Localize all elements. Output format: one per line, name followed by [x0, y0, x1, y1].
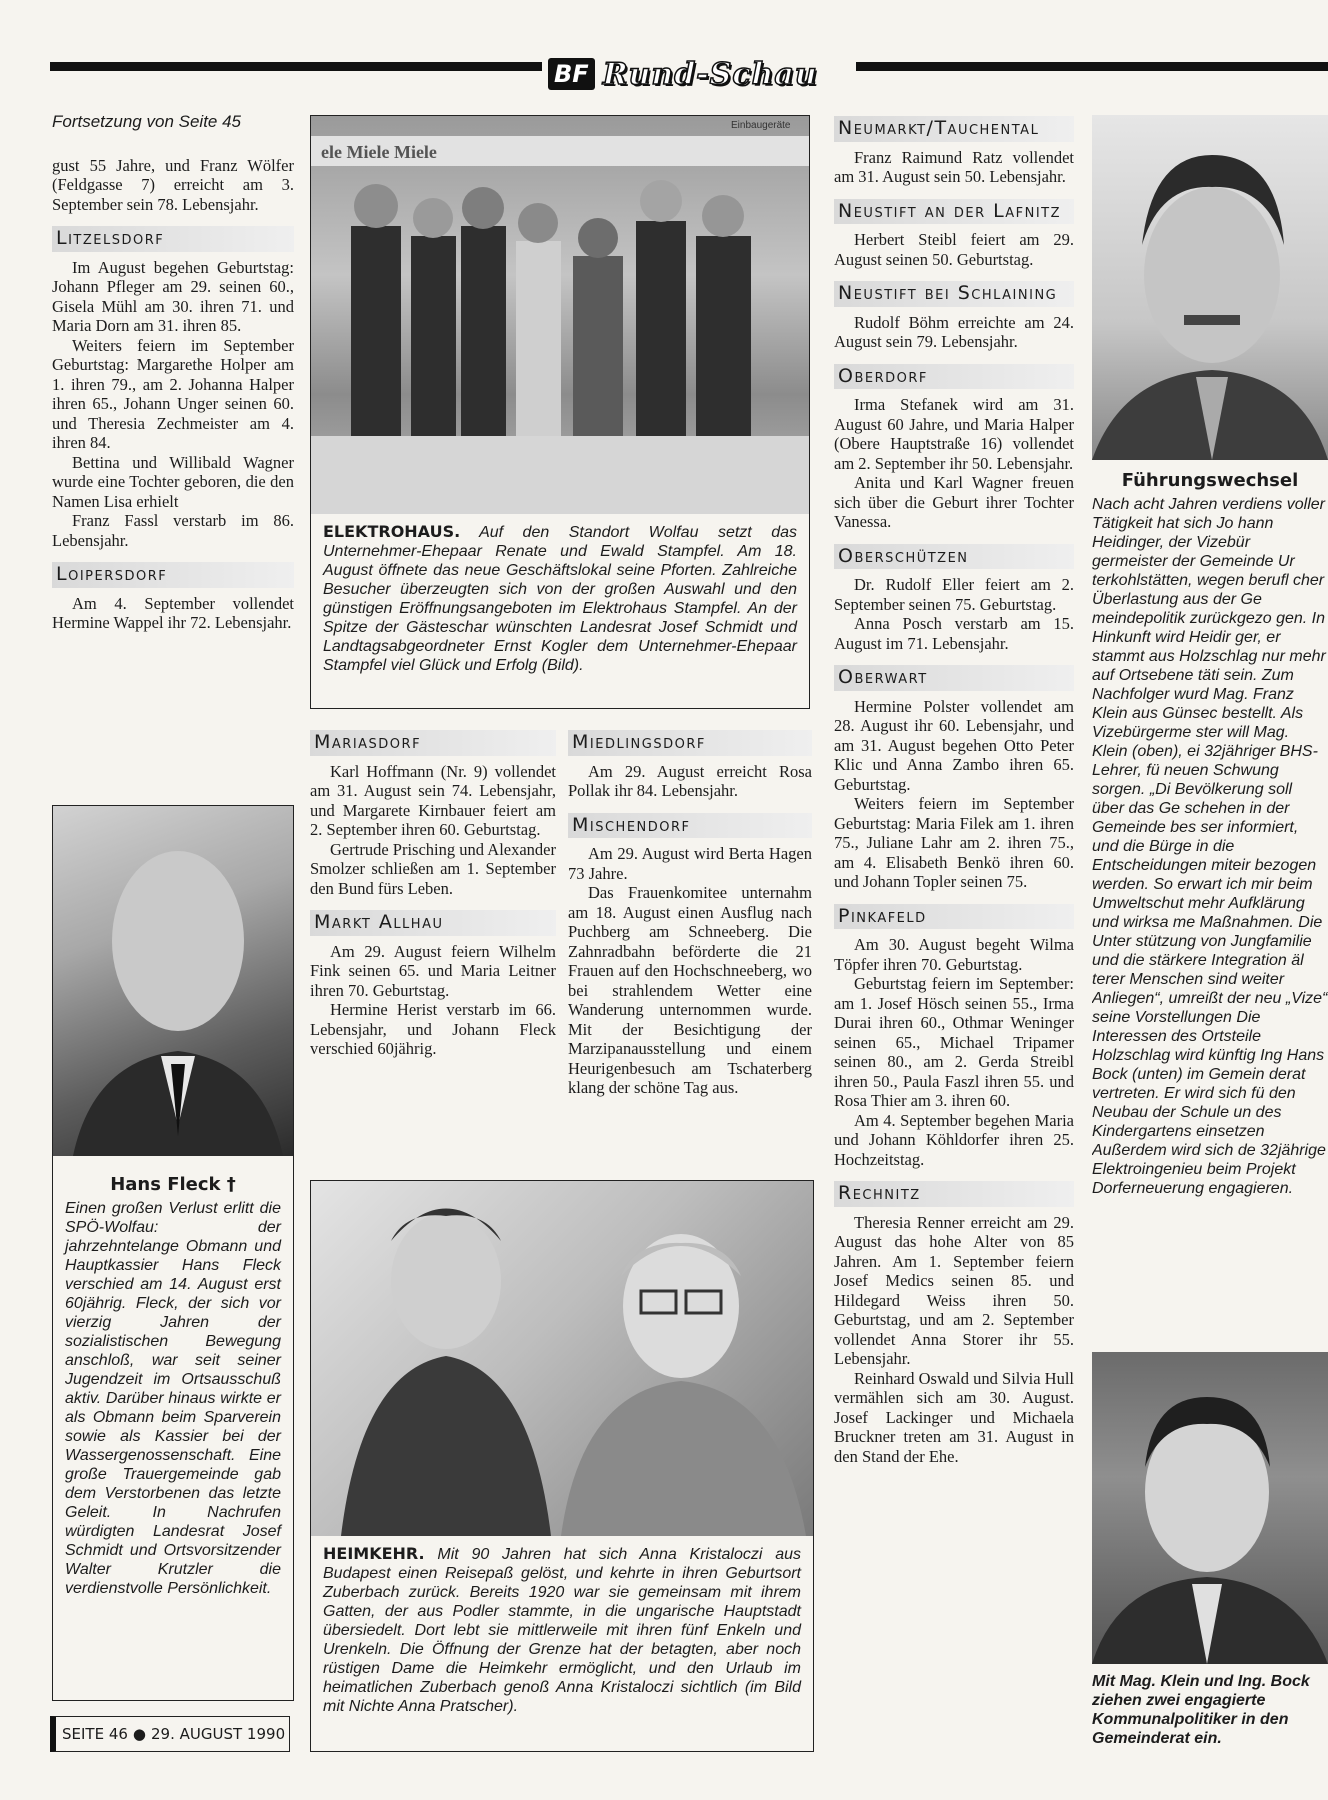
issue-date: 29. AUGUST 1990: [151, 1725, 286, 1743]
continuation-note: Fortsetzung von Seite 45: [52, 112, 242, 131]
paragraph: Am 4. September begehen Maria und Johann Köhldorfer ihren 25. Hochzeitstag.: [834, 1110, 1074, 1169]
paragraph: Franz Raimund Ratz vollendet am 31. August sein 50. Lebensjahr.: [834, 147, 1074, 186]
miele-sign: ele Miele Miele: [321, 142, 437, 162]
caption-lead: HEIMKEHR.: [323, 1544, 425, 1563]
page-footer: [50, 1716, 290, 1752]
logo-badge: BF: [548, 58, 595, 90]
section-heading-oberschuetzen: Oberschützen: [834, 544, 1074, 570]
bottom-photo-caption: Mit Mag. Klein und Ing. Bock ziehen zwei engagierte Kommunalpolitiker in den Gemeinderat ein.: [1092, 1673, 1310, 1747]
section-heading-loipersdorf: Loipersdorf: [52, 562, 294, 588]
paragraph: Bettina und Willibald Wagner wurde eine Tochter geboren, die den Namen Lisa erhielt: [52, 452, 294, 511]
section-heading-mariasdorf: Mariasdorf: [310, 730, 556, 756]
bullet-separator: ●: [132, 1725, 147, 1743]
einbaugeraete-sign: Einbaugeräte: [731, 120, 791, 131]
paragraph: Hermine Herist verstarb im 66. Lebensjahr, und Johann Fleck verschied 60jährig.: [310, 1000, 556, 1058]
portrait-photo-klein: [1092, 115, 1328, 460]
caption-lead: ELEKTROHAUS.: [323, 522, 461, 541]
column-3: [568, 718, 812, 1098]
section-heading-oberwart: Oberwart: [834, 665, 1074, 691]
paragraph: Anita und Karl Wagner freuen sich über die Geburt ihrer Tochter Vanessa.: [834, 473, 1074, 531]
paragraph: Am 30. August begeht Wilma Töpfer ihren 70. Geburtstag.: [834, 935, 1074, 974]
portrait-illustration: [53, 806, 293, 1156]
paragraph: Irma Stefanek wird am 31. August 60 Jahre, und Maria Halper (Obere Hauptstraße 16) vollendet am 2. September ihr 50. Lebensjahr.: [834, 395, 1074, 473]
section-heading-neustift-lafnitz: Neustift an der Lafnitz: [834, 199, 1074, 225]
paragraph: Am 29. August feiern Wilhelm Fink seinen 65. und Maria Leitner ihren 70. Geburtstag.: [310, 941, 556, 1000]
obituary-title: Hans Fleck †: [110, 1174, 236, 1195]
obituary-text: Einen großen Verlust erlitt die SPÖ-Wolfau: der jahrzehntelange Obmann und Hauptkassier Hans Fleck verschied am 14. August erst 60jährig. Fleck, der sich vor vierzig Jahren der sozialistischen Bewegung anschloß, war seit seiner Jugendzeit im Ortsausschuß aktiv. Darüber hinaus wirkte er als Obmann beim Sparverein sowie als Kassier bei der Wassergenossenschaft. Eine große Trauergemeinde gab dem Verstorbenen das letzte Geleit. In Nachrufen würdigten Landesrat Josef Schmidt und Ortsvorsitzender Walter Krutzler die verdienstvolle Persönlichkeit.: [65, 1200, 281, 1597]
header-rule-left: [50, 62, 542, 71]
paragraph: Herbert Steibl feiert am 29. August seinen 50. Geburtstag.: [834, 230, 1074, 269]
column-4: [834, 104, 1074, 1466]
sidebar-story: [1092, 462, 1328, 1335]
heimkehr-box: [310, 1180, 814, 1752]
group-photo-illustration: [311, 116, 809, 514]
section-heading-pinkafeld: Pinkafeld: [834, 904, 1074, 930]
paragraph: Reinhard Oswald und Silvia Hull vermählen sich am 30. August. Josef Lackinger und Michaela Bruckner treten am 31. August in den Stand der Ehe.: [834, 1368, 1074, 1466]
section-heading-markt-allhau: Markt Allhau: [310, 910, 556, 936]
paragraph: Das Frauenkomitee unternahm am 18. August einen Ausflug nach Puchberg am Schneeberg. Die Zahnradbahn beförderte die 21 Frauen auf den Hochschneeberg, wo bei strahlendem Wetter eine Wanderung unternommen wurde. Mit der Besichtigung der Marzipanausstellung und einem Heurigenbesuch am Tschaterberg klang der schöne Tag aus.: [568, 883, 812, 1097]
masthead-logo: [548, 52, 848, 96]
paragraph: Geburtstag feiern im September: am 1. Josef Hösch seinen 55., Irma Durai ihren 60., Othmar Weninger seinen 65., Michael Tripamer seinen 80., am 2. Gerda Streibl ihren 50., Paula Faszl ihren 55. und Rosa Thier am 3. ihren 60.: [834, 974, 1074, 1110]
paragraph: Weiters feiern im September Geburtstag: Maria Filek am 1. ihren 75., Juliane Lahr am 2. ihren 75., am 4. Elisabeth Benkö ihren 60. und Johann Topler seinen 75.: [834, 794, 1074, 891]
paragraph: Rudolf Böhm erreichte am 24. August sein 79. Lebensjahr.: [834, 312, 1074, 351]
sidebar-title: Führungswechsel: [1121, 470, 1299, 491]
paragraph: Weiters feiern im September Geburtstag: Margarethe Holper am 1. ihren 79., am 2. Johanna Halper ihren 65., Johann Unger seinen 60. und Theresia Zechmeister am 4. ihren 84.: [52, 335, 294, 452]
portrait-photo-fleck: [53, 806, 293, 1156]
elektrohaus-caption: [323, 522, 797, 675]
paragraph: Am 29. August wird Berta Hagen 73 Jahre.: [568, 844, 812, 883]
elektrohaus-photo: [311, 116, 809, 514]
section-heading-miedlingsdorf: Miedlingsdorf: [568, 730, 812, 756]
heimkehr-caption: [323, 1544, 801, 1716]
paragraph: Anna Posch verstarb am 15. August im 71. Lebensjahr.: [834, 614, 1074, 653]
elektrohaus-box: [310, 115, 810, 709]
paragraph: Theresia Renner erreicht am 29. August das hohe Alter von 85 Jahren. Am 1. September feiern Josef Medics seinen 85. und Hildegard Weiss ihren 50. Geburtstag, und am 2. September vollendet Anna Storer ihr 55. Lebensjahr.: [834, 1212, 1074, 1368]
paragraph: Karl Hoffmann (Nr. 9) vollendet am 31. August sein 74. Lebensjahr, und Margarete Kirnbauer feiert am 2. September ihren 60. Geburtstag.: [310, 761, 556, 839]
caption-text: Auf den Standort Wolfau setzt das Unternehmer-Ehepaar Renate und Ewald Stampfel. Am 18. August öffnete das neue Geschäftslokal seine Pforten. Zahlreiche Besucher überzeugten sich von der großen Auswahl und den günstigen Eröffnungsangeboten im Elektrohaus Stampfel. An der Spitze der Gästeschar wünschten Landesrat Josef Schmidt und Landtagsabgeordneter Ernst Kogler dem Unternehmer-Ehepaar Stampfel viel Glück und Erfolg (Bild).: [323, 524, 797, 674]
paragraph: Franz Fassl verstarb im 86. Lebensjahr.: [52, 511, 294, 550]
portrait-photo-bock: [1092, 1352, 1328, 1664]
sidebar-text: Nach acht Jahren verdiens voller Tätigkeit hat sich Jo hann Heidinger, der Vizebür germeister der Gemeinde Ur terkohlstätten, wegen berufl cher Überlastung aus der Ge meindepolitik zurückgezo gen. In Hinkunft wird Heidir ger, er stammt aus Holzschlag nur mehr auf Ortsebene täti sein. Zum Nachfolger wurd Mag. Franz Klein aus Günsec bestellt. Als Vizebürgerme ster will Mag. Klein (oben), ei 32jähriger BHS-Lehrer, fü neuen Schwung sorgen. „Di Bevölkerung soll über das Ge schehen in der Gemeinde bes ser informiert, und die Bürge in die Entscheidungen miteir bezogen werden. So erwart ich mir beim Umweltschut mehr Aufklärung und wirksa me Maßnahmen. Die Unter stützung von Jungfamilie und die stärkere Integration äl terer Menschen sind weiter Anliegen“, umreißt der neu „Vize“ seine Vorstellungen Die Interessen des Ortsteile Holzschlag wird künftig Ing Hans Bock (unten) im Gemein derat vertreten. Er wird sich fü den Neubau der Schule un des Kindergartens einsetzen Außerdem wird sich de 32jährige Elektroingenieu beim Projekt Dorferneuerung engagieren.: [1092, 496, 1328, 1197]
caption-text: Mit 90 Jahren hat sich Anna Kristaloczi aus Budapest einen Reisepaß gelöst, und kehrte in ihren Geburtsort Zuberbach zurück. Bereits 1920 war sie gemeinsam mit ihrem Gatten, der aus Podler stammte, in die ungarische Hauptstadt übersiedelt. Dort lebt sie mittlerweile mit ihren fünf Enkeln und Urenkeln. Die Öffnung der Grenze hat der betagten, aber noch rüstigen Dame die Heimkehr ermöglicht, und den Urlaub im heimatlichen Zuberbach genoß Anna Kristaloczi sichtlich (im Bild mit Nichte Anna Pratscher).: [323, 1546, 801, 1715]
column-2: [310, 718, 556, 1059]
paragraph: Am 4. September vollendet Hermine Wappel ihr 72. Lebensjahr.: [52, 593, 294, 632]
portrait-illustration: [1092, 1352, 1328, 1664]
column-1: [52, 112, 294, 633]
logo-title: Rund-Schau: [602, 56, 818, 92]
paragraph: Am 29. August erreicht Rosa Pollak ihr 84. Lebensjahr.: [568, 761, 812, 800]
section-heading-rechnitz: Rechnitz: [834, 1181, 1074, 1207]
paragraph: Hermine Polster vollendet am 28. August ihr 60. Lebensjahr, und am 31. August begehen Otto Peter Klic und Anna Zambo ihren 65. Geburtstag.: [834, 696, 1074, 794]
paragraph: Im August begehen Geburtstag: Johann Pfleger am 29. seinen 60., Gisela Mühl am 30. ihren 71. und Maria Dorn am 31. ihren 85.: [52, 257, 294, 335]
portrait-illustration: [1092, 115, 1328, 460]
paragraph: Dr. Rudolf Eller feiert am 2. September seinen 75. Geburtstag.: [834, 575, 1074, 614]
section-heading-oberdorf: Oberdorf: [834, 364, 1074, 390]
portrait-pair-illustration: [311, 1181, 813, 1536]
section-heading-mischendorf: Mischendorf: [568, 813, 812, 839]
intro-paragraph: gust 55 Jahre, und Franz Wölfer (Feldgasse 7) erreicht am 3. September sein 78. Lebensjahr.: [52, 155, 294, 214]
heimkehr-photo: [311, 1181, 813, 1536]
section-heading-neustift-schlaining: Neustift bei Schlaining: [834, 281, 1074, 307]
obituary-box: [52, 805, 294, 1701]
section-heading-litzelsdorf: Litzelsdorf: [52, 226, 294, 252]
page-number: SEITE 46: [62, 1725, 128, 1743]
paragraph: Gertrude Prisching und Alexander Smolzer schließen am 1. September den Bund fürs Leben.: [310, 839, 556, 898]
header-rule-right: [856, 62, 1328, 71]
section-heading-neumarkt: Neumarkt/Tauchental: [834, 116, 1074, 142]
